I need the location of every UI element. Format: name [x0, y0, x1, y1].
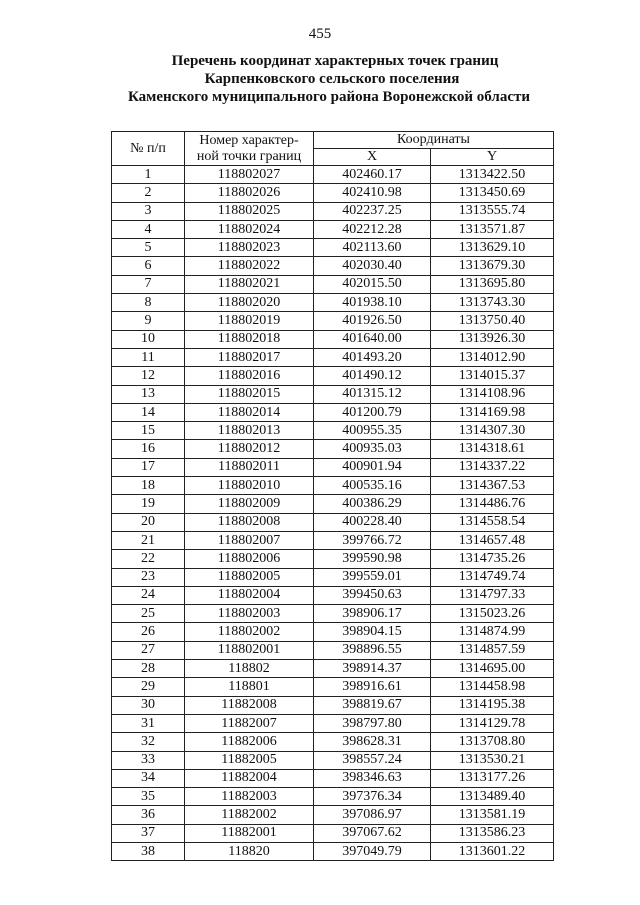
cell-row-number: 34 — [112, 769, 185, 787]
cell-point-number: 118802013 — [185, 422, 314, 440]
table-row — [112, 623, 554, 641]
cell-x: 399766.72 — [314, 531, 431, 549]
cell-y: 1313679.30 — [431, 257, 554, 275]
cell-y: 1313571.87 — [431, 220, 554, 238]
cell-y: 1314015.37 — [431, 367, 554, 385]
cell-x: 398628.31 — [314, 733, 431, 751]
cell-y: 1314129.78 — [431, 714, 554, 732]
cell-x: 398896.55 — [314, 641, 431, 659]
cell-y: 1314558.54 — [431, 513, 554, 531]
table-row — [112, 275, 554, 293]
document-title — [0, 52, 640, 106]
cell-y: 1313530.21 — [431, 751, 554, 769]
cell-point-number: 118802020 — [185, 294, 314, 312]
cell-y: 1314874.99 — [431, 623, 554, 641]
table-row — [112, 202, 554, 220]
cell-y: 1314307.30 — [431, 422, 554, 440]
cell-point-number: 118802005 — [185, 568, 314, 586]
cell-point-number: 118802019 — [185, 312, 314, 330]
table-row — [112, 513, 554, 531]
cell-row-number: 36 — [112, 806, 185, 824]
cell-y: 1313489.40 — [431, 788, 554, 806]
cell-y: 1313695.80 — [431, 275, 554, 293]
table-row — [112, 769, 554, 787]
cell-point-number: 11882008 — [185, 696, 314, 714]
cell-y: 1314749.74 — [431, 568, 554, 586]
table-row — [112, 440, 554, 458]
cell-row-number: 31 — [112, 714, 185, 732]
table-row — [112, 330, 554, 348]
cell-x: 398906.17 — [314, 605, 431, 623]
cell-y: 1313708.80 — [431, 733, 554, 751]
cell-row-number: 27 — [112, 641, 185, 659]
table-row — [112, 605, 554, 623]
cell-x: 402030.40 — [314, 257, 431, 275]
cell-row-number: 22 — [112, 550, 185, 568]
cell-point-number: 118802025 — [185, 202, 314, 220]
table-row — [112, 184, 554, 202]
cell-x: 402237.25 — [314, 202, 431, 220]
cell-point-number: 118802 — [185, 660, 314, 678]
cell-y: 1314108.96 — [431, 385, 554, 403]
cell-row-number: 1 — [112, 166, 185, 184]
cell-point-number: 11882001 — [185, 824, 314, 842]
cell-point-number: 118802004 — [185, 586, 314, 604]
cell-y: 1313601.22 — [431, 842, 554, 860]
cell-point-number: 118802017 — [185, 348, 314, 366]
cell-row-number: 20 — [112, 513, 185, 531]
cell-x: 402460.17 — [314, 166, 431, 184]
table-row — [112, 733, 554, 751]
table-row — [112, 422, 554, 440]
cell-y: 1313422.50 — [431, 166, 554, 184]
table-row — [112, 257, 554, 275]
cell-point-number: 118802006 — [185, 550, 314, 568]
cell-point-number: 11882004 — [185, 769, 314, 787]
cell-x: 400228.40 — [314, 513, 431, 531]
cell-row-number: 30 — [112, 696, 185, 714]
table-row — [112, 824, 554, 842]
header-point-number — [185, 132, 314, 166]
table-row — [112, 714, 554, 732]
cell-x: 399590.98 — [314, 550, 431, 568]
cell-y: 1314458.98 — [431, 678, 554, 696]
cell-point-number: 11882003 — [185, 788, 314, 806]
cell-x: 398914.37 — [314, 660, 431, 678]
cell-x: 397049.79 — [314, 842, 431, 860]
table-row — [112, 477, 554, 495]
title-line-3: Каменского муниципального района Воронежской области — [127, 89, 531, 105]
cell-point-number: 118820 — [185, 842, 314, 860]
coordinates-table — [111, 131, 554, 861]
cell-row-number: 18 — [112, 477, 185, 495]
cell-point-number: 118802003 — [185, 605, 314, 623]
title-line-2: Карпенковского сельского поселения — [204, 71, 460, 87]
cell-point-number: 118802012 — [185, 440, 314, 458]
cell-row-number: 21 — [112, 531, 185, 549]
cell-y: 1313750.40 — [431, 312, 554, 330]
cell-x: 398904.15 — [314, 623, 431, 641]
cell-x: 400955.35 — [314, 422, 431, 440]
cell-point-number: 118802018 — [185, 330, 314, 348]
cell-point-number: 118802024 — [185, 220, 314, 238]
cell-row-number: 11 — [112, 348, 185, 366]
cell-point-number: 118802008 — [185, 513, 314, 531]
cell-y: 1314012.90 — [431, 348, 554, 366]
cell-row-number: 14 — [112, 403, 185, 421]
header-point-line-1: Номер характер- — [199, 132, 299, 148]
table-row — [112, 312, 554, 330]
cell-y: 1313743.30 — [431, 294, 554, 312]
cell-row-number: 38 — [112, 842, 185, 860]
table-row — [112, 678, 554, 696]
cell-row-number: 6 — [112, 257, 185, 275]
cell-row-number: 15 — [112, 422, 185, 440]
cell-x: 398916.61 — [314, 678, 431, 696]
table-row — [112, 239, 554, 257]
cell-x: 397376.34 — [314, 788, 431, 806]
cell-y: 1313581.19 — [431, 806, 554, 824]
table-row — [112, 385, 554, 403]
cell-x: 402015.50 — [314, 275, 431, 293]
cell-point-number: 118802023 — [185, 239, 314, 257]
cell-y: 1314797.33 — [431, 586, 554, 604]
cell-x: 399559.01 — [314, 568, 431, 586]
cell-y: 1314367.53 — [431, 477, 554, 495]
table-row — [112, 495, 554, 513]
table-row — [112, 842, 554, 860]
cell-row-number: 2 — [112, 184, 185, 202]
cell-point-number: 118802015 — [185, 385, 314, 403]
table-row — [112, 660, 554, 678]
cell-y: 1314486.76 — [431, 495, 554, 513]
cell-x: 400935.03 — [314, 440, 431, 458]
table-row — [112, 550, 554, 568]
table-row — [112, 696, 554, 714]
cell-x: 400901.94 — [314, 458, 431, 476]
cell-x: 401200.79 — [314, 403, 431, 421]
cell-point-number: 118802022 — [185, 257, 314, 275]
table-row — [112, 166, 554, 184]
table-row — [112, 220, 554, 238]
cell-point-number: 11882006 — [185, 733, 314, 751]
cell-point-number: 118802026 — [185, 184, 314, 202]
cell-x: 402212.28 — [314, 220, 431, 238]
page-number: 455 — [308, 26, 332, 42]
cell-row-number: 10 — [112, 330, 185, 348]
cell-point-number: 11882007 — [185, 714, 314, 732]
cell-x: 401490.12 — [314, 367, 431, 385]
cell-point-number: 11882002 — [185, 806, 314, 824]
cell-row-number: 25 — [112, 605, 185, 623]
cell-y: 1313586.23 — [431, 824, 554, 842]
cell-x: 398819.67 — [314, 696, 431, 714]
cell-y: 1313629.10 — [431, 239, 554, 257]
cell-row-number: 7 — [112, 275, 185, 293]
table-row — [112, 788, 554, 806]
cell-row-number: 29 — [112, 678, 185, 696]
cell-point-number: 118802007 — [185, 531, 314, 549]
table-row — [112, 806, 554, 824]
cell-x: 399450.63 — [314, 586, 431, 604]
cell-point-number: 118802009 — [185, 495, 314, 513]
cell-x: 402410.98 — [314, 184, 431, 202]
table-row — [112, 751, 554, 769]
cell-x: 398346.63 — [314, 769, 431, 787]
cell-x: 398797.80 — [314, 714, 431, 732]
cell-x: 401315.12 — [314, 385, 431, 403]
table-row — [112, 531, 554, 549]
cell-x: 401926.50 — [314, 312, 431, 330]
cell-x: 401938.10 — [314, 294, 431, 312]
cell-row-number: 19 — [112, 495, 185, 513]
cell-point-number: 11882005 — [185, 751, 314, 769]
cell-y: 1313177.26 — [431, 769, 554, 787]
cell-y: 1315023.26 — [431, 605, 554, 623]
cell-point-number: 118802027 — [185, 166, 314, 184]
cell-row-number: 16 — [112, 440, 185, 458]
cell-row-number: 12 — [112, 367, 185, 385]
cell-row-number: 26 — [112, 623, 185, 641]
table-row — [112, 403, 554, 421]
header-y: Y — [431, 149, 554, 166]
cell-row-number: 23 — [112, 568, 185, 586]
cell-y: 1314695.00 — [431, 660, 554, 678]
cell-point-number: 118802021 — [185, 275, 314, 293]
cell-row-number: 9 — [112, 312, 185, 330]
cell-x: 397086.97 — [314, 806, 431, 824]
table-row — [112, 367, 554, 385]
cell-row-number: 33 — [112, 751, 185, 769]
cell-x: 398557.24 — [314, 751, 431, 769]
cell-y: 1314735.26 — [431, 550, 554, 568]
cell-point-number: 118802002 — [185, 623, 314, 641]
cell-y: 1313450.69 — [431, 184, 554, 202]
cell-row-number: 4 — [112, 220, 185, 238]
cell-point-number: 118801 — [185, 678, 314, 696]
cell-point-number: 118802001 — [185, 641, 314, 659]
cell-y: 1314857.59 — [431, 641, 554, 659]
cell-x: 401493.20 — [314, 348, 431, 366]
cell-row-number: 24 — [112, 586, 185, 604]
header-row-number: № п/п — [112, 132, 185, 166]
cell-y: 1314318.61 — [431, 440, 554, 458]
cell-row-number: 8 — [112, 294, 185, 312]
title-line-1: Перечень координат характерных точек границ — [171, 53, 499, 69]
cell-x: 397067.62 — [314, 824, 431, 842]
cell-y: 1313926.30 — [431, 330, 554, 348]
table-row — [112, 641, 554, 659]
cell-y: 1313555.74 — [431, 202, 554, 220]
cell-row-number: 32 — [112, 733, 185, 751]
cell-y: 1314337.22 — [431, 458, 554, 476]
table-row — [112, 586, 554, 604]
cell-x: 400535.16 — [314, 477, 431, 495]
cell-point-number: 118802010 — [185, 477, 314, 495]
cell-point-number: 118802016 — [185, 367, 314, 385]
cell-x: 400386.29 — [314, 495, 431, 513]
table-row — [112, 458, 554, 476]
cell-y: 1314657.48 — [431, 531, 554, 549]
table-row — [112, 568, 554, 586]
cell-row-number: 35 — [112, 788, 185, 806]
cell-row-number: 3 — [112, 202, 185, 220]
header-x: X — [314, 149, 431, 166]
table-row — [112, 294, 554, 312]
header-point-line-2: ной точки границ — [196, 148, 302, 164]
table-row — [112, 348, 554, 366]
cell-y: 1314169.98 — [431, 403, 554, 421]
cell-point-number: 118802014 — [185, 403, 314, 421]
cell-row-number: 28 — [112, 660, 185, 678]
cell-y: 1314195.38 — [431, 696, 554, 714]
cell-point-number: 118802011 — [185, 458, 314, 476]
cell-x: 401640.00 — [314, 330, 431, 348]
header-coordinates: Координаты — [314, 132, 554, 149]
cell-row-number: 17 — [112, 458, 185, 476]
cell-row-number: 5 — [112, 239, 185, 257]
cell-row-number: 37 — [112, 824, 185, 842]
cell-row-number: 13 — [112, 385, 185, 403]
cell-x: 402113.60 — [314, 239, 431, 257]
